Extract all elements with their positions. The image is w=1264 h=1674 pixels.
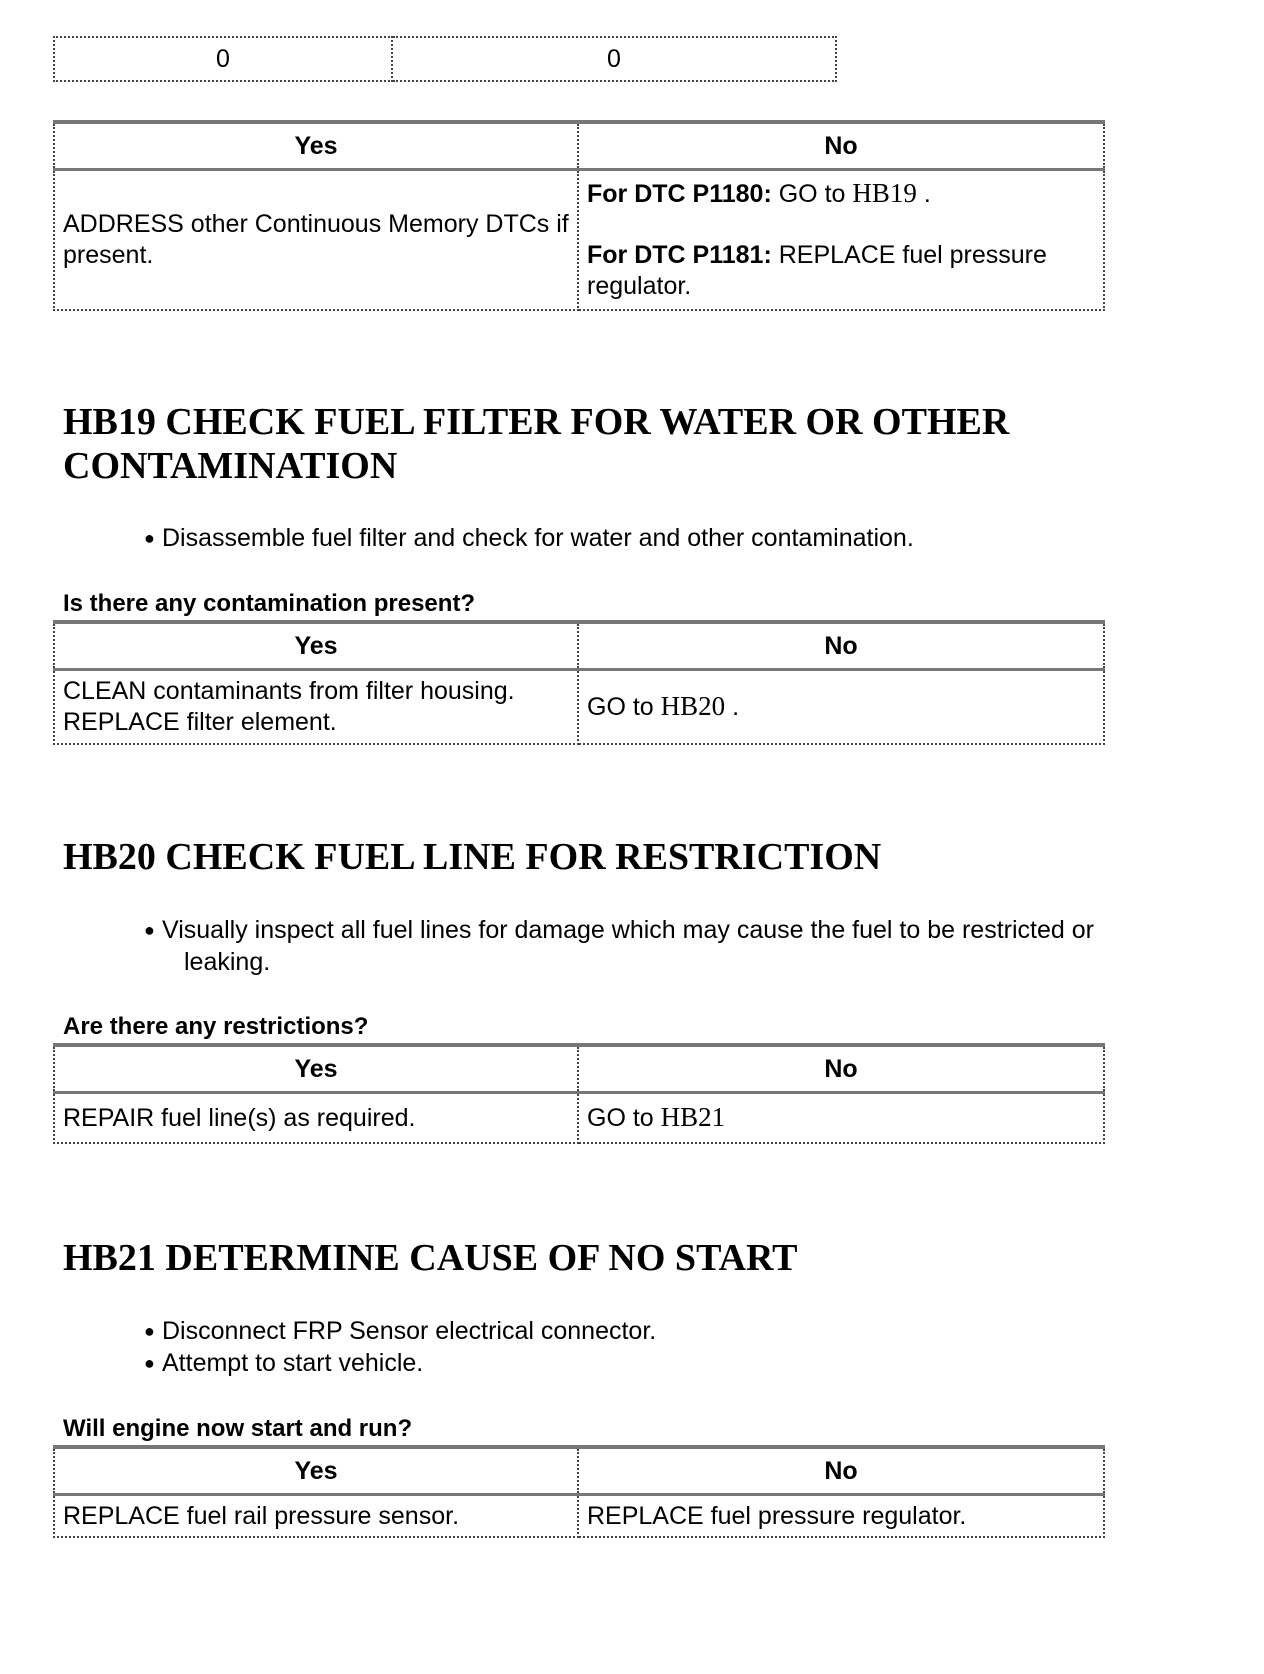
hb20-heading: HB20 CHECK FUEL LINE FOR RESTRICTION <box>63 836 882 878</box>
bullet-icon: ● <box>144 1353 155 1373</box>
no-cell <box>578 670 1104 745</box>
yes-header: Yes <box>54 122 578 170</box>
bullet-icon: ● <box>144 528 155 548</box>
period: . <box>923 180 931 208</box>
go-to-text: GO to <box>587 1104 654 1132</box>
hb19-heading-line2: CONTAMINATION <box>63 445 398 487</box>
bullet-icon: ● <box>144 1321 155 1341</box>
yes-cell <box>54 1495 578 1538</box>
yes-cell <box>54 670 578 745</box>
yes-cell <box>54 170 578 311</box>
step-text: Disassemble fuel filter and check for water and other contamination. <box>162 524 914 552</box>
hb21-steps <box>144 1315 656 1379</box>
hb21-link[interactable]: HB21 <box>660 1102 726 1132</box>
list-item <box>144 1347 656 1379</box>
hb19-result-table <box>53 620 1105 745</box>
hb19-steps <box>144 522 914 554</box>
hb21-heading: HB21 DETERMINE CAUSE OF NO START <box>63 1237 798 1279</box>
yes-text: REPAIR fuel line(s) as required. <box>63 1103 416 1132</box>
no-header: No <box>578 622 1104 670</box>
dtc-result-table <box>53 120 1105 311</box>
hb19-heading <box>63 400 1009 488</box>
no-header: No <box>578 1447 1104 1495</box>
top-value-table <box>53 36 837 82</box>
list-item <box>144 522 914 554</box>
step-text: Attempt to start vehicle. <box>162 1349 424 1377</box>
top-value-right: 0 <box>392 37 836 81</box>
yes-header: Yes <box>54 1045 578 1093</box>
list-item <box>144 914 1144 978</box>
no-header: No <box>578 1045 1104 1093</box>
hb21-result-table <box>53 1445 1105 1538</box>
step-text: Visually inspect all fuel lines for damage which may cause the fuel to be restricted or leaking. <box>162 916 1094 976</box>
go-to-text: GO to <box>778 180 846 208</box>
list-item <box>144 1315 656 1347</box>
period: . <box>732 693 740 721</box>
bullet-icon: ● <box>144 920 155 940</box>
yes-line1: CLEAN contaminants from filter housing. <box>63 677 515 705</box>
hb20-result-table <box>53 1043 1105 1144</box>
yes-cell <box>54 1093 578 1144</box>
hb19-heading-line1: HB19 CHECK FUEL FILTER FOR WATER OR OTHER <box>63 401 1010 443</box>
hb21-question: Will engine now start and run? <box>63 1415 413 1442</box>
go-to-text: GO to <box>587 693 654 721</box>
no-cell <box>578 1495 1104 1538</box>
yes-text: ADDRESS other Continuous Memory DTCs if present. <box>63 210 569 269</box>
yes-header: Yes <box>54 622 578 670</box>
hb20-question: Are there any restrictions? <box>63 1013 369 1040</box>
step-text: Disconnect FRP Sensor electrical connector. <box>162 1317 657 1345</box>
hb20-link[interactable]: HB20 <box>660 691 726 721</box>
no-cell <box>578 1093 1104 1144</box>
top-value-left: 0 <box>54 37 392 81</box>
yes-header: Yes <box>54 1447 578 1495</box>
no-cell <box>578 170 1104 311</box>
yes-line2: REPLACE filter element. <box>63 708 337 736</box>
dtc-p1180-label: For DTC P1180: <box>587 180 772 208</box>
hb20-steps <box>144 914 1144 978</box>
yes-text: REPLACE fuel rail pressure sensor. <box>63 1501 460 1530</box>
dtc-p1181-text: REPLACE fuel pressure regulator. <box>587 241 1047 300</box>
hb19-link[interactable]: HB19 <box>852 178 917 208</box>
no-text: REPLACE fuel pressure regulator. <box>587 1501 967 1530</box>
hb19-question: Is there any contamination present? <box>63 590 476 617</box>
no-header: No <box>578 122 1104 170</box>
dtc-p1181-label: For DTC P1181: <box>587 241 772 269</box>
